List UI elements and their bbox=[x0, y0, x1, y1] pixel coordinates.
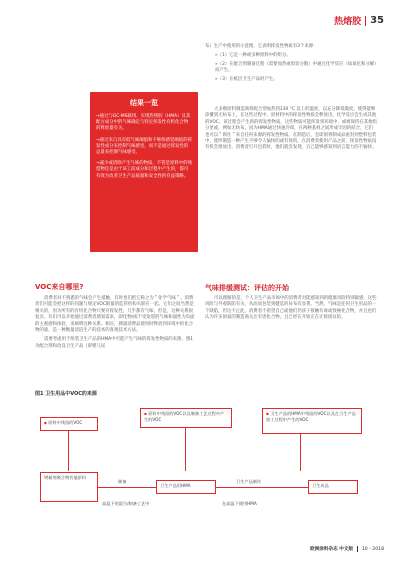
list-item: »（2）在配合剂制备过程（需要加热或剪切分散）中通过化学反应（如氧化和分解）而产生。 bbox=[215, 61, 377, 74]
connector-line bbox=[300, 434, 301, 471]
summary-item: →通过来自具有低气味阈值和不够挥感觉阈值的挥发性成分来控制气味感受，而不是通过挥发性的总量来控制气味感受。 bbox=[96, 137, 192, 156]
connector-line bbox=[185, 428, 186, 471]
apply-label: 卫生产品制作 bbox=[236, 479, 262, 484]
heat-label: 高温下的混合/制备工艺中 bbox=[102, 501, 150, 506]
section-title: 热熔胶 bbox=[334, 17, 362, 27]
summary-item: →通过与GC-MS联用，实现热熔胶（HMA）及其配方成分中的气味确定与特定挥发性有机化合物的释放量有关。 bbox=[96, 114, 191, 132]
paragraph: 需要考虑用于组装卫生产品的HMA中可能产生气味的挥发性物质的来源，图1为配合剂和改良卫生产品（即婴儿尿 bbox=[35, 337, 193, 349]
prep-label: 制备 bbox=[118, 479, 127, 484]
journal-name: 欧洲涂料杂志 中文版 bbox=[310, 547, 354, 552]
page-number: 35 bbox=[370, 15, 384, 26]
page-header bbox=[334, 14, 384, 27]
hma-box: 卫生产品用HMA bbox=[156, 480, 216, 494]
flow-line bbox=[98, 487, 156, 488]
preparation-voc-box: ▪ 原料中残留的VOC以及制备工艺过程中产生的VOC bbox=[140, 408, 232, 428]
summary-item: →减少或消除产生气味的物质，不管是原料中的残留物还是由于该工段成分和过程中产生的，都可有效为改善卫生产品质量和安全性的有益策略。 bbox=[96, 161, 192, 179]
issue-number: 10・2018 bbox=[361, 547, 384, 552]
product-voc-box: ▪ 卫生产品的HMA中残留的VOC以及在卫生产品加工过程中产生的VOC bbox=[262, 408, 362, 434]
smell-section-body bbox=[205, 296, 377, 325]
right-column-top bbox=[205, 44, 377, 155]
section-heading-smell: 气味排缓测试：评估的开始 bbox=[205, 284, 289, 292]
apply-label-2: 在高温下使用HMA bbox=[222, 501, 257, 506]
source-list bbox=[205, 53, 377, 83]
flow-line bbox=[216, 487, 308, 488]
summary-title: 结果一览 bbox=[130, 99, 158, 107]
page-footer bbox=[310, 546, 384, 552]
voc-section-body bbox=[35, 296, 197, 353]
summary-box bbox=[90, 92, 198, 252]
footer-divider bbox=[357, 546, 358, 552]
final-product-box: 卫生成品 bbox=[308, 480, 358, 494]
list-item: »（3）在纸层卫生产品时产生。 bbox=[215, 76, 278, 82]
paragraph: 消费者对不熟悉的气味会产生抵触，有时也们把它称之为＂化学气味＂。消费者们可能会把这样的问题与规定VOC限量的监管机构关联在一起。它们之间当然是相关的，因为所有的有机化合物只要有挥发性，几乎都有气味，但是，这种关系很复杂。有们可以开始通过消费者感知需求，即化物/或不受欢迎的气味和弱性为负面的主观感和体验，来阐明这种关系。相应，测量消费品使用时释放到环境中的化合物的量，是一种衡量清洁生产的技术的客观技术方法。 bbox=[35, 296, 195, 334]
figure-title: 图1 卫生用品中VOC的来源 bbox=[35, 391, 97, 397]
section-heading-voc: VOC来自哪里? bbox=[35, 283, 84, 291]
list-item: »（1）它是一种或多种原料中的组分。 bbox=[215, 53, 291, 59]
additives-box: 增黏剂聚合物其他原料 bbox=[40, 472, 98, 502]
connector-line bbox=[68, 431, 69, 471]
header-divider bbox=[365, 16, 366, 26]
paragraph: 布）生产中使用的示意图，它表明挥发性物质有3个来源： bbox=[205, 44, 318, 49]
paragraph: 可以理解的是，个人卫生产品市场中的消费者对能感知到的健康风险特别敏感，这些风险与外观缺陷有关，从而而包装到健息的异布有显著。当然，气味是任何卫生用品的一个缺陷，但这不止此，消费者不希望自己或他们仍孩子接触有毒或致癌化合物，并且也们认为许多国家的制造商关注有害化合物，且已经在开始正在让接接证的。 bbox=[205, 296, 377, 321]
raw-material-voc-box: ▪ 原料中残留的VOC bbox=[40, 417, 98, 431]
paragraph: 大多数原料制造商将配合剂加热到130 °C 以上的温度，以充分降低黏度，使得能够涂覆到无纺布上。在这些过程中，原材料中的挥发性物质会释放出，化学反应会生成其他的VOC，该过程会产生新的挥发性物质，这些物质可能挥发到环境中，或被保持在其他组分里或，例如无纺布。因为HMA通过快速冷却，在两种基材之间形成牢固的结合，它们也可以＂锁住＂来自任何来源的挥发性物质。在制造后，会即刻将制成品密封到塑料包装中，使所制造一种产生不够令人愉快的或有效的，在消费者使用产品之前，挥发性物质没有机会排放出，消费者打开包装时，他们就会发现，自己能够感知到语言能力的不愉快。 bbox=[205, 107, 377, 151]
